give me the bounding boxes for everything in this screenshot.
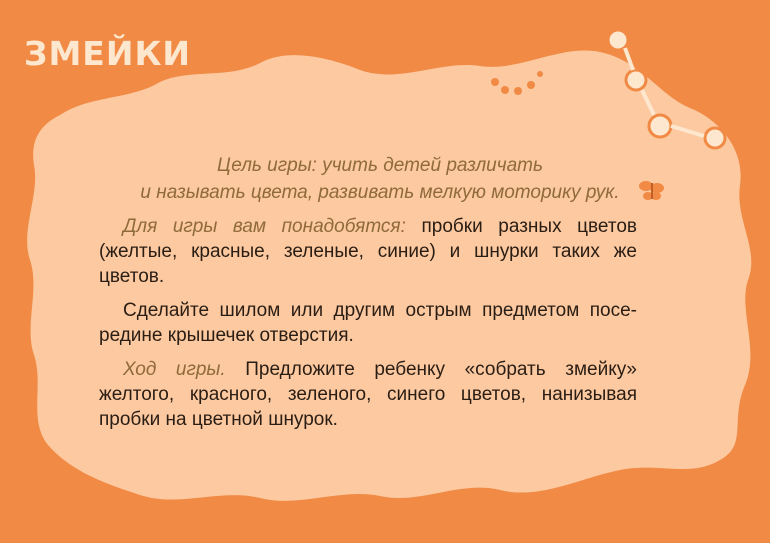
materials-text: пробки разных цветов (желтые, красные, зеленые, синие) и шнурки таких же цветов. bbox=[99, 216, 638, 287]
process-label: Ход игры. bbox=[123, 359, 226, 380]
goal-line-2: и называть цвета, развивать мелкую моторику рук. bbox=[140, 182, 620, 203]
instructions bbox=[99, 214, 637, 441]
goal-line-1: Цель игры: учить детей различать bbox=[217, 155, 543, 176]
beads-decoration bbox=[484, 40, 543, 95]
process-text: Предложите ребенку «собрать змейку» желтого, красного, зеленого, синего цветов, нанизывая пробки на цветной шнурок. bbox=[99, 359, 638, 430]
preparation-paragraph: Сделайте шилом или другим острым предметом посе-редине крышечек отверстия. bbox=[99, 300, 637, 346]
process-paragraph bbox=[99, 357, 637, 432]
game-goal bbox=[110, 152, 650, 206]
page-title: ЗМЕЙКИ bbox=[24, 34, 192, 73]
materials-paragraph bbox=[99, 214, 637, 289]
materials-label: Для игры вам понадобятся: bbox=[123, 216, 406, 237]
